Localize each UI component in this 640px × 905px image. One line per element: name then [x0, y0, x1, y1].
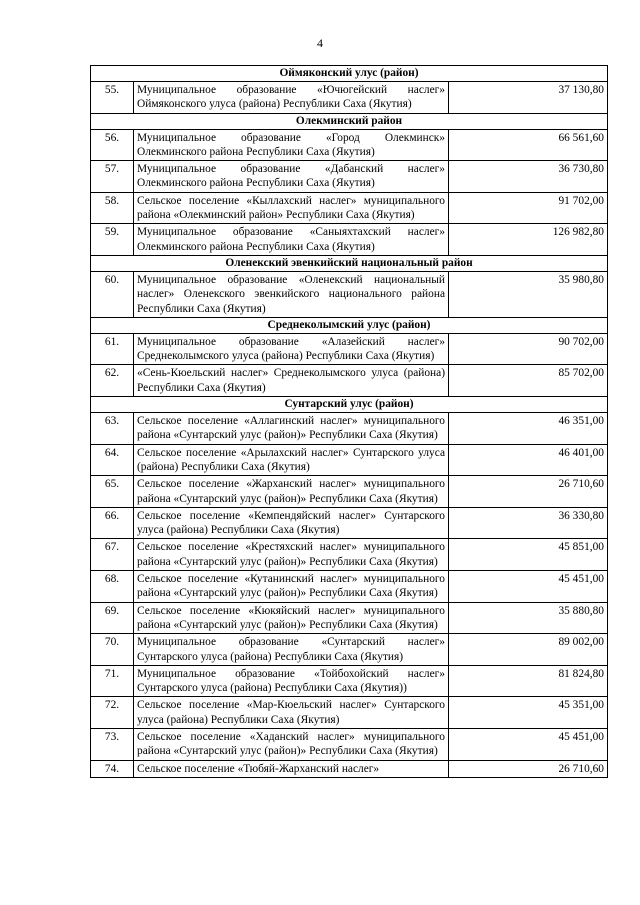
amount-value: 26 710,60 — [449, 760, 608, 777]
amount-value: 36 330,80 — [449, 507, 608, 539]
row-number: 71. — [91, 665, 134, 697]
allocation-table — [90, 65, 608, 778]
table-row — [91, 728, 608, 760]
row-number: 66. — [91, 507, 134, 539]
table-row — [91, 413, 608, 445]
section-title: Сунтарский улус (район) — [91, 397, 608, 413]
table-row — [91, 333, 608, 365]
section-header-row — [91, 317, 608, 333]
table-row — [91, 82, 608, 114]
row-number: 70. — [91, 634, 134, 666]
row-number: 72. — [91, 697, 134, 729]
municipality-name: «Сень-Кюельский наслег» Среднеколымского улуса (района) Республики Саха (Якутия) — [134, 365, 449, 397]
section-header-row — [91, 113, 608, 129]
amount-value: 35 880,80 — [449, 602, 608, 634]
municipality-name: Сельское поселение «Кыллахский наслег» муниципального района «Олекминский район» Республики Саха (Якутия) — [134, 192, 449, 224]
row-number: 60. — [91, 271, 134, 317]
table-row — [91, 444, 608, 476]
table-row — [91, 571, 608, 603]
row-number: 61. — [91, 333, 134, 365]
amount-value: 26 710,60 — [449, 476, 608, 508]
page-number: 4 — [317, 36, 323, 50]
row-number: 57. — [91, 161, 134, 193]
municipality-name: Муниципальное образование «Дабанский наслег» Олекминского района Республики Саха (Якутия) — [134, 161, 449, 193]
municipality-name: Муниципальное образование «Ючюгейский наслег» Оймяконского улуса (района) Республики Саха (Якутия) — [134, 82, 449, 114]
amount-value: 85 702,00 — [449, 365, 608, 397]
municipality-name: Муниципальное образование «Саныяхтахский наслег» Олекминского района Республики Саха (Якутия) — [134, 224, 449, 256]
amount-value: 90 702,00 — [449, 333, 608, 365]
amount-value: 37 130,80 — [449, 82, 608, 114]
row-number: 56. — [91, 129, 134, 161]
table-row — [91, 665, 608, 697]
municipality-name: Сельское поселение «Кемпендяйский наслег» Сунтарского улуса (района) Республики Саха (Якутия) — [134, 507, 449, 539]
row-number: 55. — [91, 82, 134, 114]
row-number: 64. — [91, 444, 134, 476]
row-number: 67. — [91, 539, 134, 571]
amount-value: 81 824,80 — [449, 665, 608, 697]
section-header-row — [91, 397, 608, 413]
table-row — [91, 507, 608, 539]
row-number: 59. — [91, 224, 134, 256]
table-row — [91, 697, 608, 729]
row-number: 58. — [91, 192, 134, 224]
section-header-row — [91, 255, 608, 271]
amount-value: 89 002,00 — [449, 634, 608, 666]
municipality-name: Сельское поселение «Хаданский наслег» муниципального района «Сунтарский улус (район)» Республики Саха (Якутия) — [134, 728, 449, 760]
municipality-name: Сельское поселение «Жарханский наслег» муниципального района «Сунтарский улус (район)» Республики Саха (Якутия) — [134, 476, 449, 508]
municipality-name: Сельское поселение «Кутанинский наслег» муниципального района «Сунтарский улус (район)» Республики Саха (Якутия) — [134, 571, 449, 603]
row-number: 74. — [91, 760, 134, 777]
table-row — [91, 476, 608, 508]
municipality-name: Сельское поселение «Кюкяйский наслег» муниципального района «Сунтарский улус (район)» Республики Саха (Якутия) — [134, 602, 449, 634]
amount-value: 126 982,80 — [449, 224, 608, 256]
municipality-name: Сельское поселение «Аллагинский наслег» муниципального района «Сунтарский улус (район)» Республики Саха (Якутия) — [134, 413, 449, 445]
municipality-name: Муниципальное образование «Сунтарский наслег» Сунтарского улуса (района) Республики Саха (Якутия) — [134, 634, 449, 666]
municipality-name: Сельское поселение «Крестяхский наслег» муниципального района «Сунтарский улус (район)» Республики Саха (Якутия) — [134, 539, 449, 571]
section-header-row — [91, 66, 608, 82]
municipality-name: Сельское поселение «Тюбяй-Жарханский наслег» — [134, 760, 449, 777]
amount-value: 66 561,60 — [449, 129, 608, 161]
table-row — [91, 161, 608, 193]
amount-value: 36 730,80 — [449, 161, 608, 193]
amount-value: 91 702,00 — [449, 192, 608, 224]
table-row — [91, 760, 608, 777]
table-body — [91, 66, 608, 778]
section-title: Среднеколымский улус (район) — [91, 317, 608, 333]
section-title: Олекминский район — [91, 113, 608, 129]
municipality-name: Муниципальное образование «Тойбохойский наслег» Сунтарского улуса (района) Республики Саха (Якутия)) — [134, 665, 449, 697]
amount-value: 46 401,00 — [449, 444, 608, 476]
table-row — [91, 224, 608, 256]
municipality-name: Сельское поселение «Мар-Кюельский наслег» Сунтарского улуса (района) Республики Саха (Якутия) — [134, 697, 449, 729]
amount-value: 45 451,00 — [449, 728, 608, 760]
section-title: Оленекский эвенкийский национальный район — [91, 255, 608, 271]
row-number: 62. — [91, 365, 134, 397]
section-title: Оймяконский улус (район) — [91, 66, 608, 82]
table-row — [91, 129, 608, 161]
row-number: 68. — [91, 571, 134, 603]
amount-value: 45 451,00 — [449, 571, 608, 603]
amount-value: 45 351,00 — [449, 697, 608, 729]
table-row — [91, 634, 608, 666]
amount-value: 46 351,00 — [449, 413, 608, 445]
table-row — [91, 365, 608, 397]
municipality-name: Муниципальное образование «Алазейский наслег» Среднеколымского улуса (района) Республики Саха (Якутия) — [134, 333, 449, 365]
row-number: 69. — [91, 602, 134, 634]
amount-value: 35 980,80 — [449, 271, 608, 317]
row-number: 65. — [91, 476, 134, 508]
municipality-name: Муниципальное образование «Город Олекминск» Олекминского района Республики Саха (Якутия) — [134, 129, 449, 161]
row-number: 63. — [91, 413, 134, 445]
row-number: 73. — [91, 728, 134, 760]
table-row — [91, 602, 608, 634]
municipality-name: Сельское поселение «Арылахский наслег» Сунтарского улуса (района) Республики Саха (Якутия) — [134, 444, 449, 476]
amount-value: 45 851,00 — [449, 539, 608, 571]
table-row — [91, 192, 608, 224]
table-row — [91, 539, 608, 571]
municipality-name: Муниципальное образование «Оленекский национальный наслег» Оленекского эвенкийского национального района Республики Саха (Якутия) — [134, 271, 449, 317]
table-row — [91, 271, 608, 317]
